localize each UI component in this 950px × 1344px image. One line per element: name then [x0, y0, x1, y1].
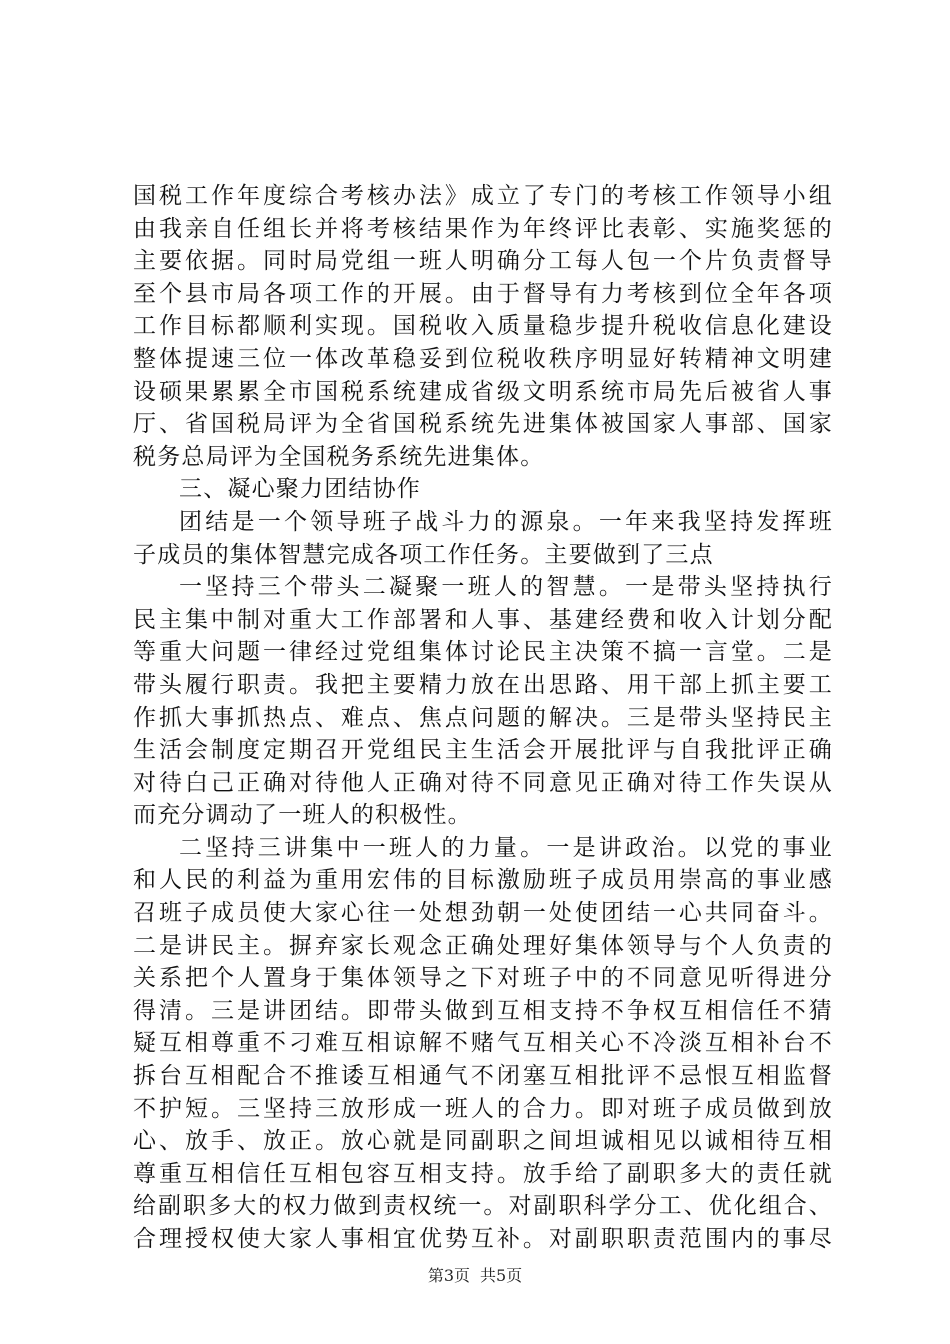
text-line: 作抓大事抓热点、难点、焦点问题的解决。三是带头坚持民主 [133, 704, 833, 731]
text-line: 疑互相尊重不刁难互相谅解不赌气互相关心不冷淡互相补台不 [133, 1030, 833, 1057]
document-body [133, 180, 833, 1256]
text-line: 设硕果累累全市国税系统建成省级文明系统市局先后被省人事 [133, 378, 833, 405]
text-line: 团结是一个领导班子战斗力的源泉。一年来我坚持发挥班 [179, 508, 833, 535]
text-line: 给副职多大的权力做到责权统一。对副职科学分工、优化组合、 [133, 1193, 833, 1220]
text-line: 厅、省国税局评为全省国税系统先进集体被国家人事部、国家 [133, 411, 833, 438]
text-line: 不护短。三坚持三放形成一班人的合力。即对班子成员做到放 [133, 1095, 833, 1122]
text-line: 国税工作年度综合考核办法》成立了专门的考核工作领导小组 [133, 183, 833, 209]
text-line: 对待白己正确对待他人正确对待不同意见正确对待工作失误从 [133, 769, 833, 796]
text-line: 拆台互相配合不推诿互相通气不闭塞互相批评不忌恨互相监督 [133, 1063, 833, 1090]
text-line: 等重大问题一律经过党组集体讨论民主决策不搞一言堂。二是 [133, 639, 833, 666]
page-total: 共5页 [480, 1266, 523, 1285]
text-line: 和人民的利益为重用宏伟的目标激励班子成员用崇高的事业感 [133, 867, 833, 894]
page-footer [0, 1266, 950, 1286]
text-line: 而充分调动了一班人的积极性。 [133, 802, 472, 829]
text-line: 主要依据。同时局党组一班人明确分工每人包一个片负责督导 [133, 248, 833, 275]
text-line: 一坚持三个带头二凝聚一班人的智慧。一是带头坚持执行 [179, 574, 833, 601]
text-line: 民主集中制对重大工作部署和人事、基建经费和收入计划分配 [133, 606, 833, 633]
text-line: 整体提速三位一体改革稳妥到位税收秩序明显好转精神文明建 [133, 345, 833, 372]
text-line: 生活会制度定期召开党组民主生活会开展批评与自我批评正确 [133, 737, 833, 764]
text-line: 税务总局评为全国税务系统先进集体。 [133, 443, 545, 470]
text-line: 合理授权使大家人事相宜优势互补。对副职职责范围内的事尽 [133, 1226, 833, 1252]
text-line: 心、放手、放正。放心就是同副职之间坦诚相见以诚相待互相 [133, 1128, 833, 1155]
text-line: 召班子成员使大家心往一处想劲朝一处使团结一心共同奋斗。 [133, 900, 833, 927]
text-line: 尊重互相信任互相包容互相支持。放手给了副职多大的责任就 [133, 1160, 833, 1187]
text-line: 由我亲自任组长并将考核结果作为年终评比表彰、实施奖惩的 [133, 215, 833, 242]
text-line: 二坚持三讲集中一班人的力量。一是讲政治。以党的事业 [179, 834, 833, 861]
text-line: 关系把个人置身于集体领导之下对班子中的不同意见听得进分 [133, 965, 833, 992]
text-line: 得清。三是讲团结。即带头做到互相支持不争权互相信任不猜 [133, 997, 833, 1024]
text-line: 带头履行职责。我把主要精力放在出思路、用干部上抓主要工 [133, 671, 833, 698]
page-number: 第3页 [427, 1266, 470, 1285]
text-line: 子成员的集体智慧完成各项工作任务。主要做到了三点 [133, 541, 714, 568]
text-line: 工作目标都顺利实现。国税收入质量稳步提升税收信息化建设 [133, 313, 833, 340]
text-line: 二是讲民主。摒弃家长观念正确处理好集体领导与个人负责的 [133, 932, 833, 959]
text-line: 三、凝心聚力团结协作 [179, 476, 421, 503]
text-line: 至个县市局各项工作的开展。由于督导有力考核到位全年各项 [133, 280, 833, 307]
